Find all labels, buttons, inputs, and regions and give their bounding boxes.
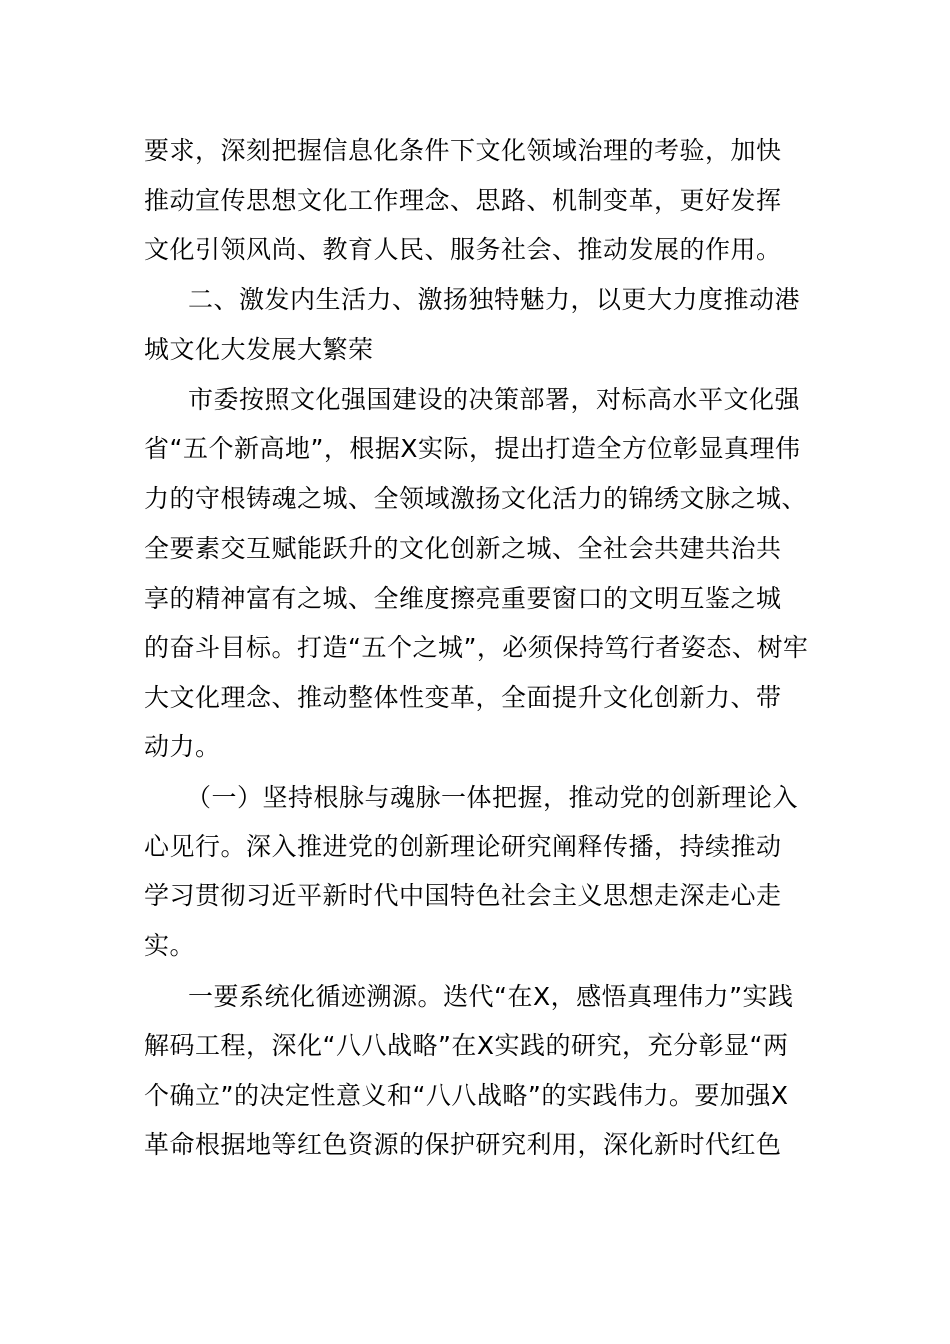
- paragraph-line: 革命根据地等红色资源的保护研究利用，深化新时代红色: [144, 1130, 782, 1159]
- paragraph-line: 力的守根铸魂之城、全领域激扬文化活力的锦绣文脉之城、: [144, 484, 808, 513]
- paragraph-line: 享的精神富有之城、全维度擦亮重要窗口的文明互鉴之城: [144, 584, 782, 613]
- subsection-heading-line: （一）坚持根脉与魂脉一体把握，推动党的创新理论入: [186, 783, 799, 812]
- paragraph-line: 实。: [144, 931, 196, 960]
- paragraph-line: 全要素交互赋能跃升的文化创新之城、全社会共建共治共: [144, 534, 782, 563]
- paragraph-line: 学习贯彻习近平新时代中国特色社会主义思想走深走心走: [144, 881, 782, 910]
- paragraph-line: 解码工程，深化“八八战略”在X实践的研究，充分彰显“两: [144, 1031, 789, 1060]
- section-heading-line: 二、激发内生活力、激扬独特魅力，以更大力度推动港: [188, 285, 801, 314]
- paragraph-line: 要求，深刻把握信息化条件下文化领域治理的考验，加快: [144, 136, 782, 165]
- paragraph-line: 动力。: [144, 732, 221, 761]
- paragraph-line: 市委按照文化强国建设的决策部署，对标高水平文化强: [188, 385, 801, 414]
- paragraph-line: 文化引领风尚、教育人民、服务社会、推动发展的作用。: [144, 235, 782, 264]
- paragraph-line: 推动宣传思想文化工作理念、思路、机制变革，更好发挥: [144, 186, 782, 215]
- paragraph-line: 大文化理念、推动整体性变革，全面提升文化创新力、带: [144, 683, 782, 712]
- section-heading-line: 城文化大发展大繁荣: [144, 335, 374, 364]
- paragraph-line: 一要系统化循迹溯源。迭代“在X，感悟真理伟力”实践: [188, 982, 794, 1011]
- paragraph-line: 个确立”的决定性意义和“八八战略”的实践伟力。要加强X: [144, 1081, 789, 1110]
- paragraph-line: 的奋斗目标。打造“五个之城”，必须保持笃行者姿态、树牢: [144, 633, 809, 662]
- paragraph-line: 心见行。深入推进党的创新理论研究阐释传播，持续推动: [144, 832, 782, 861]
- paragraph-line: 省“五个新高地”，根据X实际，提出打造全方位彰显真理伟: [144, 434, 801, 463]
